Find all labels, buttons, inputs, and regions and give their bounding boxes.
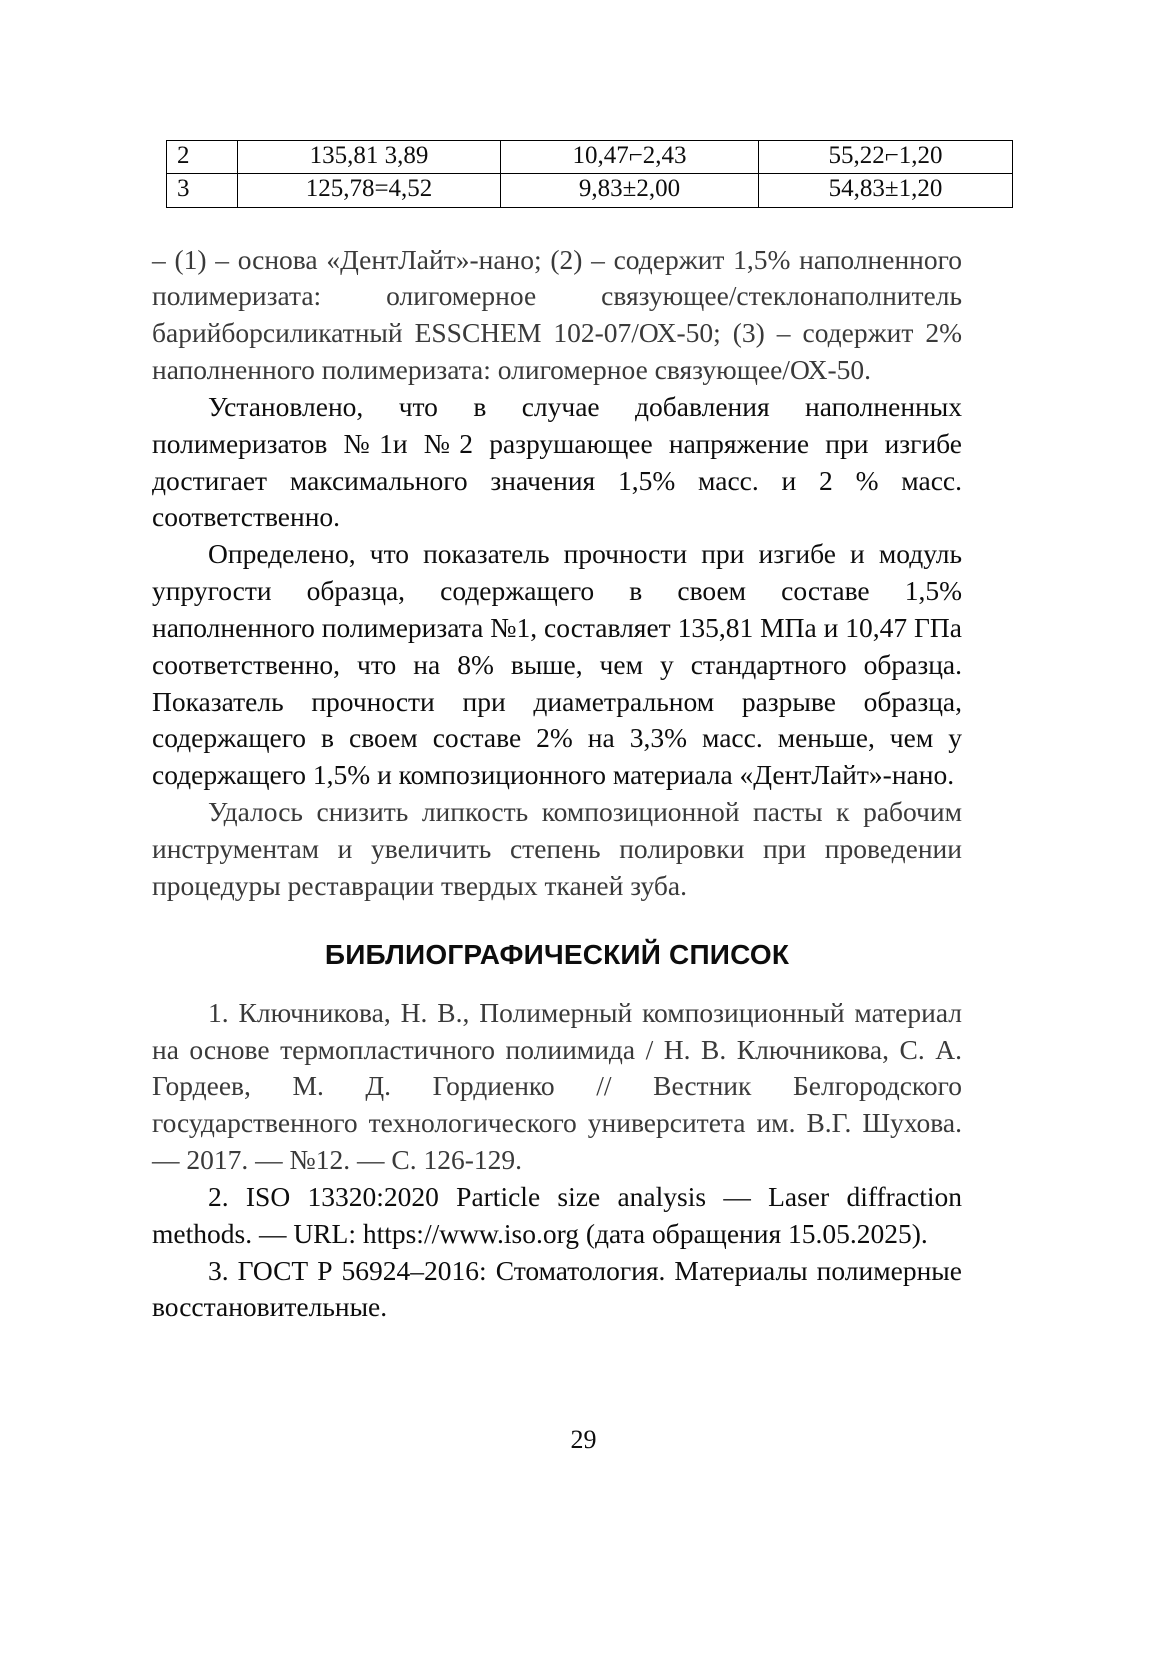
table-cell-value: 55,22⌐1,20 xyxy=(759,141,1013,174)
bibliography-item: 1. Ключникова, Н. В., Полимерный композиционный материал на основе термопластичного полиимида / Н. В. Ключникова, С. А. Гордеев, М. Д. Гордиенко // Вестник Белгородского государственного технологического университета им. В.Г. Шухова. — 2017. — №12. — С. 126-129. xyxy=(152,996,962,1176)
bibliography-list xyxy=(152,995,962,1327)
table-cell-value: 10,47⌐2,43 xyxy=(501,141,759,174)
page-number: 29 xyxy=(570,1425,597,1454)
bibliography-item: 2. ISO 13320:2020 Particle size analysis — Laser diffraction methods. — URL: https://www.iso.org (дата обращения 15.05.2025). xyxy=(152,1180,962,1249)
table-row xyxy=(167,141,1013,174)
page-content xyxy=(152,140,962,1326)
bibliography-heading: БИБЛИОГРАФИЧЕСКИЙ СПИСОК xyxy=(324,938,790,970)
body-paragraph-1: Установлено, что в случае добавления наполненных полимеризатов №1и №2 разрушающее напряжение при изгибе достигает максимального значения 1,5% масс. и 2 % масс. соответственно. xyxy=(152,390,962,533)
table-cell-value: 9,83±2,00 xyxy=(501,174,759,207)
table-cell-index: 2 xyxy=(167,141,238,174)
table-cell-value: 54,83±1,20 xyxy=(759,174,1013,207)
table-cell-value: 135,81 3,89 xyxy=(238,141,501,174)
bibliography-item: 3. ГОСТ Р 56924–2016: Стоматология. Материалы полимерные восстановительные. xyxy=(152,1254,962,1323)
table-cell-value: 125,78=4,52 xyxy=(238,174,501,207)
results-table xyxy=(166,140,1013,208)
table-cell-index: 3 xyxy=(167,174,238,207)
body-paragraph-3: Удалось снизить липкость композиционной пасты к рабочим инструментам и увеличить степень полировки при проведении процедуры реставрации твердых тканей зуба. xyxy=(152,796,962,901)
table-row xyxy=(167,174,1013,207)
body-paragraph-2: Определено, что показатель прочности при изгибе и модуль упругости образца, содержащего в своем составе 1,5% наполненного полимеризата №1, составляет 135,81 МПа и 10,47 ГПа соответственно, что на 8% выше, чем у стандартного образца. Показатель прочности при диаметральном разрыве образца, содержащего в своем составе 2% на 3,3% масс. меньше, чем у содержащего 1,5% и композиционного материала «ДентЛайт»-нано. xyxy=(152,538,962,791)
table-legend-paragraph: – (1) – основа «ДентЛайт»-нано; (2) – содержит 1,5% наполненного полимеризата: олигомерное связующее/стеклонаполнитель барийборсиликатный ESSCHEM 102-07/ОХ-50; (3) – содержит 2% наполненного полимеризата: олигомерное связующее/ОХ-50. xyxy=(152,243,962,386)
